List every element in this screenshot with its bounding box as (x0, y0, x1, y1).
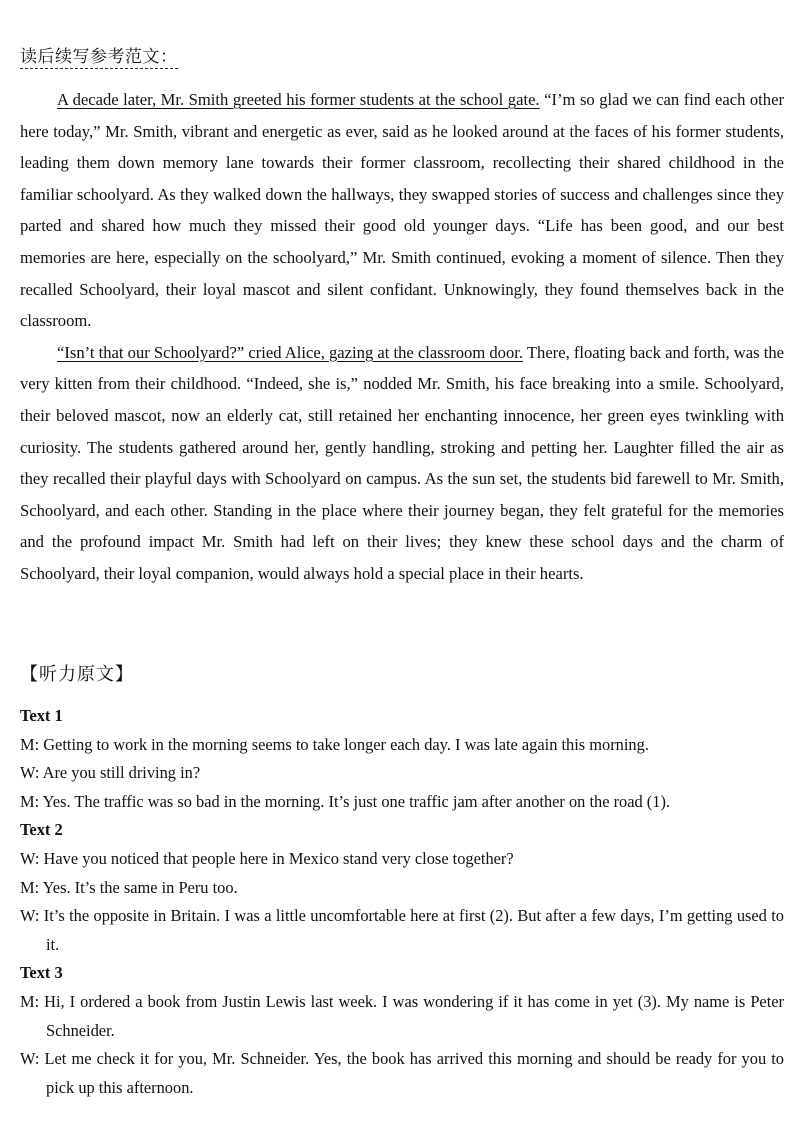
dialogue-line: M: Yes. It’s the same in Peru too. (20, 877, 238, 897)
sample-essay (20, 84, 784, 590)
dialogue-line: W: Are you still driving in? (20, 763, 201, 783)
text-2-label: Text 2 (20, 820, 63, 840)
dialogue-line: W: It’s the opposite in Britain. I was a little uncomfortable here at first (2). But after a few days, I’m getting used to it. (20, 906, 784, 954)
text-3-label: Text 3 (20, 963, 63, 983)
text-1-label: Text 1 (20, 706, 63, 725)
essay-paragraph-1-opening-sentence: A decade later, Mr. Smith greeted his former students at the school gate. (57, 90, 540, 109)
listening-transcript (20, 702, 784, 1102)
essay-paragraph-1-body: “I’m so glad we can find each other here today,” Mr. Smith, vibrant and energetic as ever, said as he looked around at the faces of his former students, leading them down memory lane towards their former classroom, recollecting their shared childhood in the familiar schoolyard. As they walked down the hallways, they swapped stories of success and challenges since they parted and shared how much they missed their good old younger days. “Life has been good, and our best memories are here, especially on the schoolyard,” Mr. Smith continued, evoking a moment of silence. Then they recalled Schoolyard, their loyal mascot and silent confidant. Unknowingly, they found themselves back in the classroom. (20, 90, 784, 331)
section-heading-sample-essay: 读后续写参考范文： (20, 42, 178, 69)
section-heading-listening-transcript: 【听力原文】 (20, 664, 134, 685)
dialogue-line: W: Let me check it for you, Mr. Schneider. Yes, the book has arrived this morning and should be ready for you to pick up this afternoon. (20, 1049, 784, 1097)
dialogue-line: M: Yes. The traffic was so bad in the morning. It’s just one traffic jam after another on the road (1). (20, 791, 671, 811)
essay-paragraph-2-body: There, floating back and forth, was the very kitten from their childhood. “Indeed, she is,” nodded Mr. Smith, his face breaking into a smile. Schoolyard, their beloved mascot, now an elderly cat, still retained her enchanting innocence, her green eyes twinkling with curiosity. The students gathered around her, gently handling, stroking and petting her. Laughter filled the air as they recalled their playful days with Schoolyard on campus. As the sun set, the students bid farewell to Mr. Smith, Schoolyard, and each other. Standing in the place where their journey began, they felt grateful for the memories and the profound impact Mr. Smith had left on their lives; they knew these school days and the charm of Schoolyard, their loyal companion, would always hold a special place in their hearts. (20, 342, 784, 583)
essay-paragraph-2-opening-sentence: “Isn’t that our Schoolyard?” cried Alice, gazing at the classroom door. (57, 342, 524, 362)
dialogue-line: W: Have you noticed that people here in Mexico stand very close together? (20, 848, 514, 868)
essay-paragraph-2 (20, 337, 784, 590)
dialogue-line: M: Hi, I ordered a book from Justin Lewis last week. I was wondering if it has come in yet (3). My name is Peter Schneider. (20, 991, 784, 1040)
dialogue-line: M: Getting to work in the morning seems to take longer each day. I was late again this morning. (20, 734, 649, 754)
essay-paragraph-1 (20, 84, 784, 337)
